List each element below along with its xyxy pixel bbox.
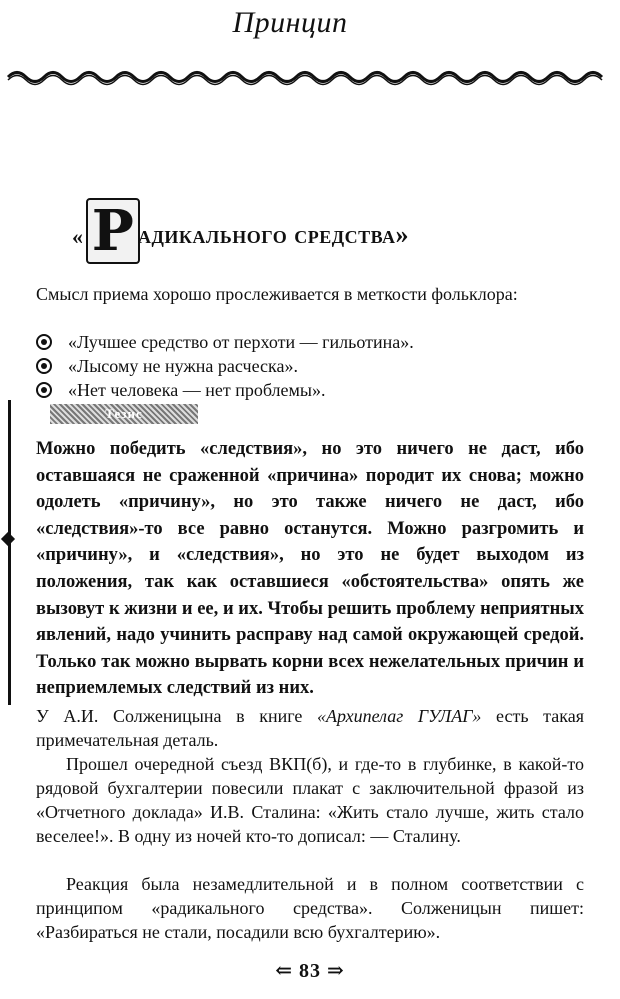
page-number: 83 [299, 960, 321, 982]
bullet-circle-icon [36, 358, 52, 374]
solzhenitsyn-paragraph [36, 704, 584, 752]
list-item-text: «Нет человека — нет проблемы». [68, 380, 326, 400]
event-paragraph: Прошел очередной съезд ВКП(б), и где-то в глубинке, в какой-то рядовой бухгалтерии повесили плакат с заключительной фразой из «Отчетного доклада» И.В. Сталина: «Жить стало лучше, жить стало веселее!». В одну из ночей кто-то дописал: — Сталину. [36, 754, 584, 846]
section-title-open-quote: « [72, 224, 84, 249]
list-item [36, 378, 584, 402]
sidebar-rule [8, 400, 11, 705]
drop-cap-letter: Р [86, 198, 140, 264]
page-number-footer [0, 958, 620, 983]
proverb-list [36, 330, 584, 402]
arrow-left-icon: ⇐ [275, 960, 293, 982]
thesis-banner: Тезис [50, 404, 198, 424]
wave-divider-ornament [0, 66, 620, 88]
list-item-text: «Лучшее средство от перхоти — гильотина». [68, 332, 414, 352]
intro-paragraph: Смысл приема хорошо прослеживается в меткости фольклора: [36, 284, 518, 304]
page-header-title: Принцип [232, 6, 348, 39]
reaction-paragraph: Реакция была незамедлительной и в полном соответствии с принципом «радикального средства». Солженицын пишет: «Разбираться не стали, посадили всю бухгалтерию». [36, 874, 584, 942]
list-item-text: «Лысому не нужна расческа». [68, 356, 298, 376]
solzhenitsyn-text-before: У А.И. Солженицына в книге [36, 706, 317, 726]
sidebar-diamond-icon [1, 532, 15, 546]
section-title-text: адикального средства» [138, 220, 410, 249]
book-title: «Архипелаг ГУЛАГ» [316, 706, 482, 726]
bullet-circle-icon [36, 334, 52, 350]
list-item [36, 330, 584, 354]
arrow-right-icon: ⇒ [327, 960, 345, 982]
thesis-bold-paragraph: Можно победить «следствия», но это ничего не даст, ибо оставшаяся не сраженной «причина» породит их снова; можно одолеть «причину», но это также ничего не даст, ибо «следствия»-то все равно останутся. Можно разгромить и «причину», и «следствия», но это не будет выходом из положения, так как оставшиеся «обстоятельства» опять же вызовут к жизни и ее, и их. Чтобы решить проблему неприятных явлений, надо учинить расправу над самой окружающей средой. Только так можно вырвать корни всех нежелательных причин и неприемлемых следствий из них. [36, 439, 584, 699]
section-title [72, 198, 572, 268]
list-item [36, 354, 584, 378]
solzhenitsyn-text-after: есть такая примечательная деталь. [36, 706, 584, 750]
bullet-circle-icon [36, 382, 52, 398]
